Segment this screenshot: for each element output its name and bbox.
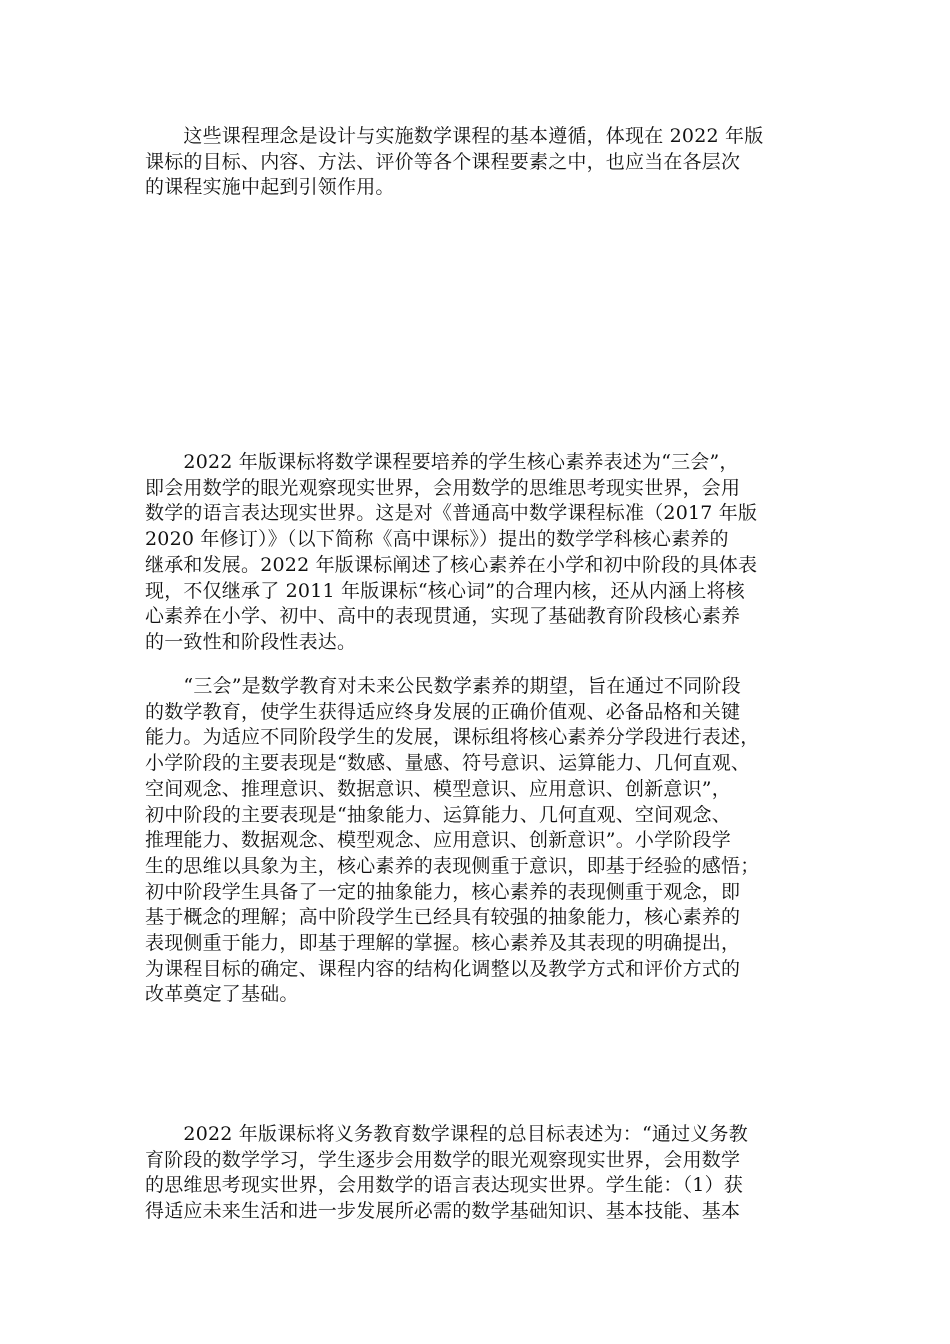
paragraph-curriculum-principles: 这些课程理念是设计与实施数学课程的基本遵循，体现在 2022 年版 课标的目标、内容、方法、评价等各个课程要素之中，也应当在各层次 的课程实施中起到引领作用。 [145, 125, 764, 199]
paragraph-overall-goal: 2022 年版课标将义务教育数学课程的总目标表述为：“通过义务教 育阶段的数学学习，学生逐步会用数学的眼光观察现实世界，会用数学 的思维思考现实世界，会用数学的语言表达现实世界。学生能：（1）获 得适应未来生活和进一步发展所必需的数学基础知识、基本技能、基本 [145, 1123, 748, 1223]
paragraph-core-literacy-three-abilities: 2022 年版课标将数学课程要培养的学生核心素养表述为“三会”， 即会用数学的眼光观察现实世界，会用数学的思维思考现实世界，会用 数学的语言表达现实世界。这是对《普通高中数学课程标准（2017 年版 2020 年修订）》（以下简称《高中课标》）提出的数学学科核心素养的 继承和发展。2022 年版课标阐述了核心素养在小学和初中阶段的具体表 现，不仅继承了 2011 年版课标“核心词”的合理内核，还从内涵上将核 心素养在小学、初中、高中的表现贯通，实现了基础教育阶段核心素养 的一致性和阶段性表达。 [145, 451, 758, 653]
paragraph-stage-expressions: “三会”是数学教育对未来公民数学素养的期望，旨在通过不同阶段 的数学教育，使学生获得适应终身发展的正确价值观、必备品格和关键 能力。为适应不同阶段学生的发展，课标组将核心素养分学段进行表述， 小学阶段的主要表现是“数感、量感、符号意识、运算能力、几何直观、 空间观念、推理意识、数据意识、模型意识、应用意识、创新意识”， 初中阶段的主要表现是“抽象能力、运算能力、几何直观、空间观念、 推理能力、数据观念、模型观念、应用意识、创新意识”。小学阶段学 生的思维以具象为主，核心素养的表现侧重于意识，即基于经验的感悟； 初中阶段学生具备了一定的抽象能力，核心素养的表现侧重于观念，即 基于概念的理解；高中阶段学生已经具有较强的抽象能力，核心素养的 表现侧重于能力，即基于理解的掌握。核心素养及其表现的明确提出， 为课程目标的确定、课程内容的结构化调整以及教学方式和评价方式的 改革奠定了基础。 [145, 675, 760, 1006]
